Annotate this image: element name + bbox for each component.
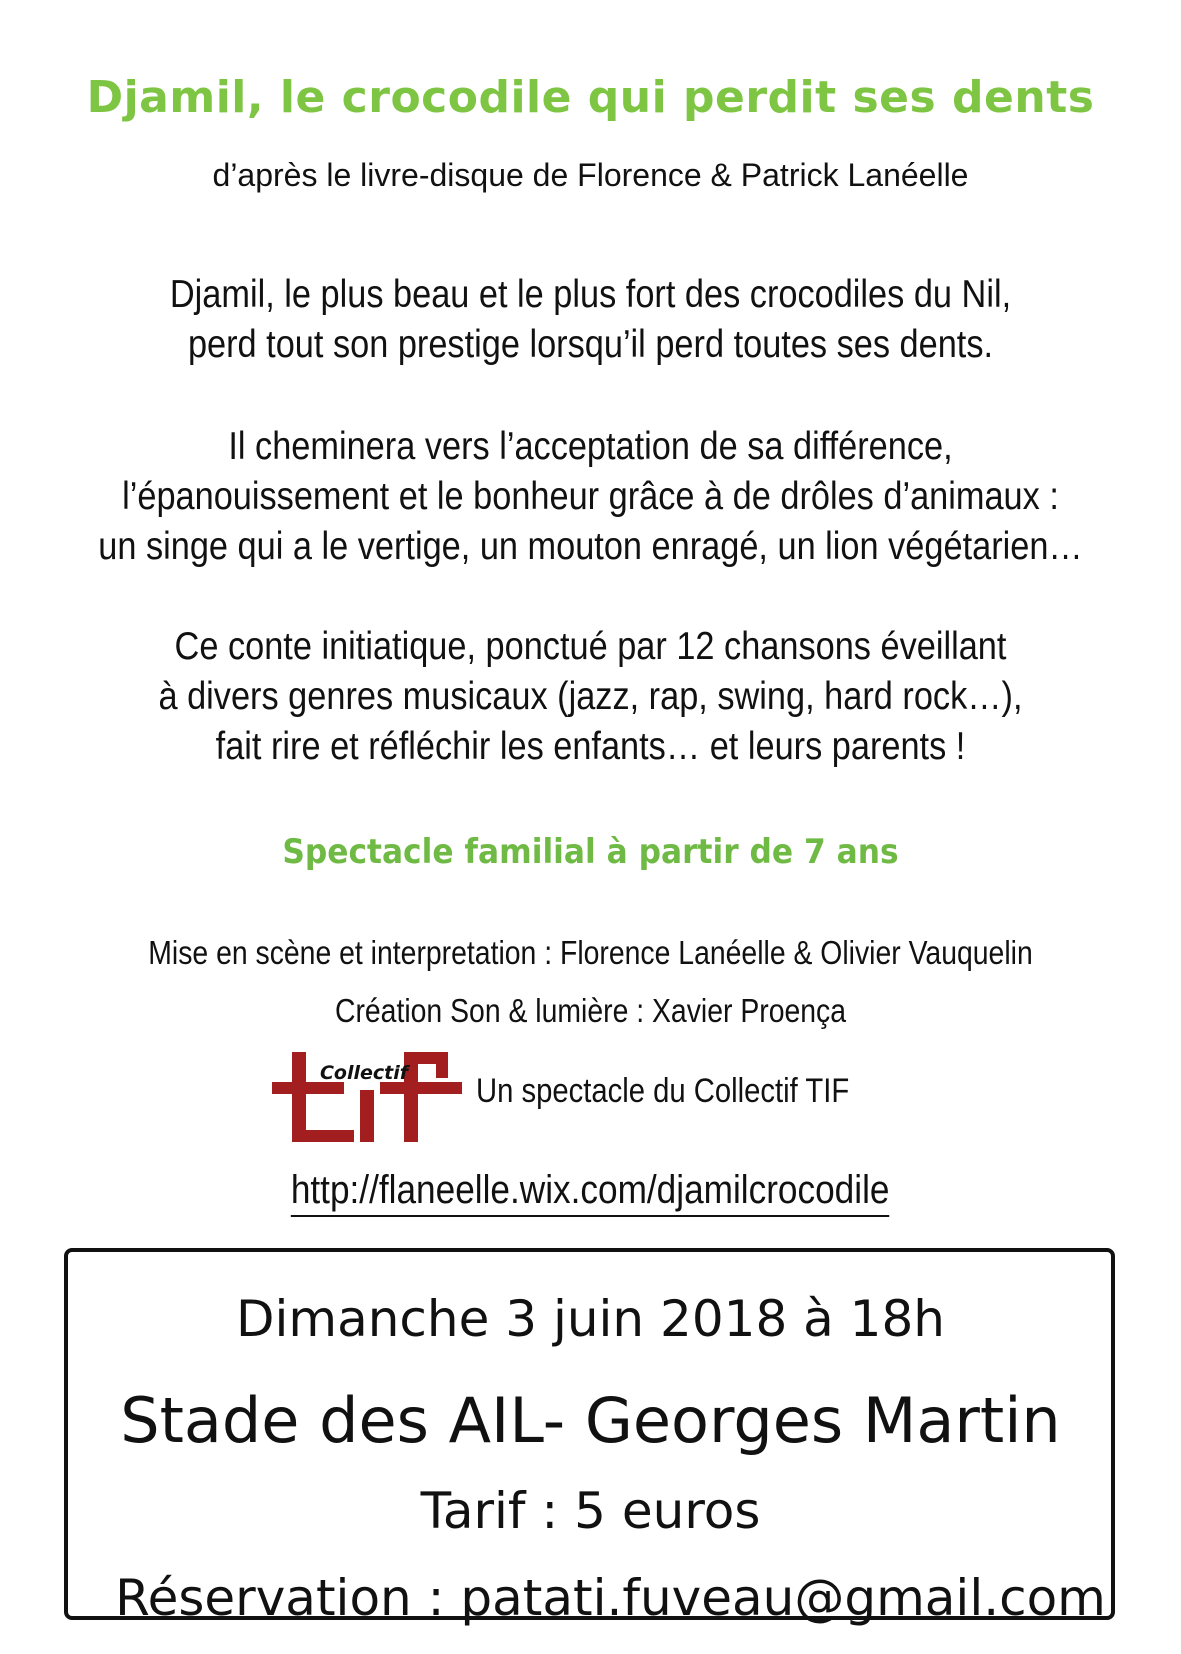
event-reservation: Réservation : patati.fuveau@gmail.com	[115, 1569, 1106, 1627]
show-subtitle: d’après le livre-disque de Florence & Patrick Lanéelle	[212, 157, 969, 193]
synopsis-line: l’épanouissement et le bonheur grâce à de drôles d’animaux :	[122, 475, 1059, 518]
event-date: Dimanche 3 juin 2018 à 18h	[235, 1290, 945, 1348]
collectif-tif-logo-icon	[272, 1052, 462, 1144]
sound-credit: Création Son & lumière : Xavier Proença	[334, 992, 847, 1029]
synopsis-paragraph-1	[71, 270, 1110, 370]
website-link[interactable]: http://flaneelle.wix.com/djamilcrocodile	[291, 1168, 890, 1217]
synopsis-line: Djamil, le plus beau et le plus fort des crocodiles du Nil,	[169, 273, 1012, 316]
staging-credit: Mise en scène et interpretation : Florence Lanéelle & Olivier Vauquelin	[148, 934, 1033, 971]
synopsis-line: perd tout son prestige lorsqu’il perd toutes ses dents.	[187, 323, 994, 366]
logo-caption: Un spectacle du Collectif TIF	[476, 1072, 850, 1110]
synopsis-line: un singe qui a le vertige, un mouton enragé, un lion végétarien…	[98, 525, 1083, 568]
logo-small-text: Collectif	[319, 1062, 409, 1084]
synopsis-line: fait rire et réfléchir les enfants… et leurs parents !	[215, 725, 966, 768]
audience-label: Spectacle familial à partir de 7 ans	[282, 832, 899, 872]
synopsis-paragraph-3	[71, 622, 1110, 772]
synopsis-line: Il cheminera vers l’acceptation de sa différence,	[228, 425, 953, 468]
show-title: Djamil, le crocodile qui perdit ses dents	[86, 72, 1095, 123]
event-venue: Stade des AIL- Georges Martin	[120, 1384, 1061, 1457]
synopsis-paragraph-2	[71, 422, 1110, 572]
website-link-wrapper	[0, 1168, 1181, 1217]
synopsis-line: Ce conte initiatique, ponctué par 12 chansons éveillant	[174, 625, 1007, 668]
event-price: Tarif : 5 euros	[420, 1482, 761, 1540]
synopsis-line: à divers genres musicaux (jazz, rap, swing, hard rock…),	[158, 675, 1023, 718]
